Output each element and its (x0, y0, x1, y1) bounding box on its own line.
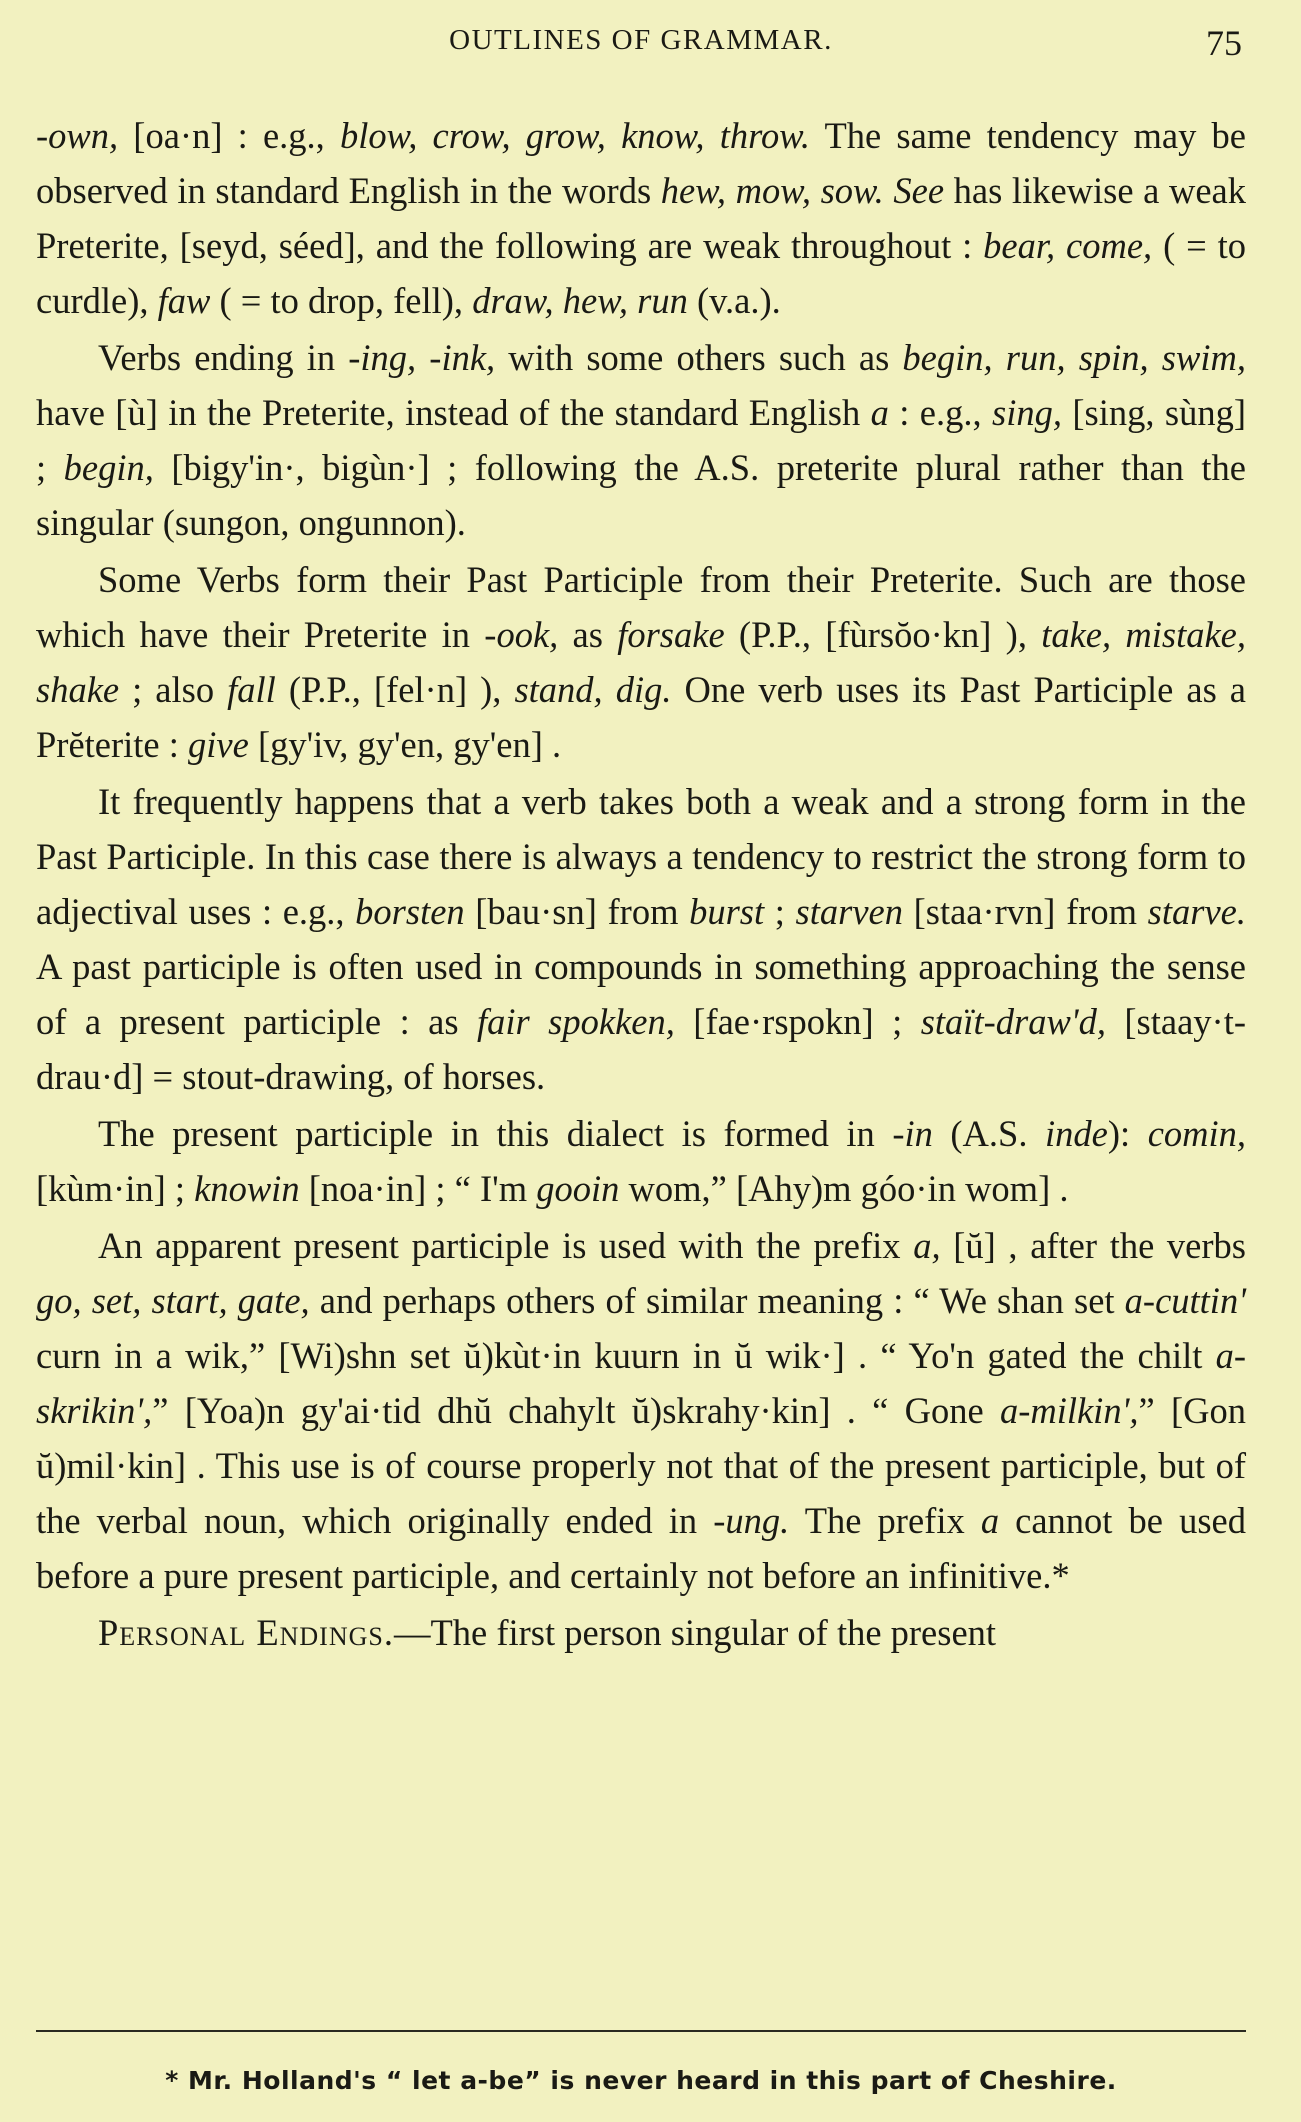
paragraph (36, 330, 1246, 550)
section-heading: Personal Endings. (98, 1612, 394, 1653)
footnote: * Mr. Holland's “ let a-be” is never heard in this part of Cheshire. (165, 2066, 1117, 2095)
body-text (36, 108, 1246, 1660)
text-run: [bigy'in·, bigùn·] ; following the A.S. preterite plural rather than the singular (sungon, ongunnon). (36, 447, 1246, 543)
running-head (36, 22, 1246, 62)
italic-run: give (188, 724, 249, 765)
text-run: ” [Gon ŭ)mil·kin] . This use is of course properly not that of the present participle, but of the verbal noun, which originally ended in (36, 1390, 1246, 1541)
italic-run: starven (795, 891, 903, 932)
italic-run: -own, (36, 115, 119, 156)
paragraph (36, 774, 1246, 1104)
text-run: (v.a.). (687, 280, 781, 321)
text-run: It frequently happens that a verb takes both a weak and a strong form in the Past Participle. In this case there is always a tendency to restrict the strong form to adjectival uses : e.g., (36, 781, 1246, 932)
text-run: ): (1107, 1113, 1148, 1154)
text-run: with some others such as (495, 337, 903, 378)
italic-run: draw, hew, run (472, 280, 688, 321)
text-run: ( = to drop, fell), (210, 280, 473, 321)
italic-run: blow, crow, grow, know, throw. (339, 115, 810, 156)
running-title: OUTLINES OF GRAMMAR. (449, 24, 833, 56)
text-run: (P.P., [fel·n] ), (275, 669, 515, 710)
paragraph (36, 1106, 1246, 1216)
italic-run: staït-draw'd, (920, 1001, 1106, 1042)
text-run: as (558, 614, 618, 655)
text-run: ; (764, 891, 796, 932)
text-run: A past participle is often used in compounds in something approaching the sense of a present participle : as (36, 946, 1246, 1042)
text-run: [gy'iv, gy'en, gy'en] . (248, 724, 562, 765)
text-run: [fae·rspokn] ; (674, 1001, 921, 1042)
paragraph (36, 552, 1246, 772)
text-run: The prefix (789, 1500, 981, 1541)
footnote-rule (36, 2030, 1246, 2032)
text-run: [sing, sùng] ; (36, 392, 1246, 488)
italic-run: forsake (617, 614, 725, 655)
italic-run: a-cuttin' (1124, 1280, 1247, 1321)
italic-run: starve. (1147, 891, 1246, 932)
text-run: have [ù] in the Preterite, instead of the standard English (36, 392, 871, 433)
text-run: [noa·in] ; “ I'm (299, 1168, 537, 1209)
text-run: curn in a wik,” [Wi)shn set ŭ)kùt·in kuurn in ŭ wik·] . “ Yo'n gated the chilt (36, 1335, 1216, 1376)
text-run: cannot be used before a pure present participle, and certainly not before an infinitive.* (36, 1500, 1246, 1596)
text-run: [kùm·in] ; (36, 1168, 195, 1209)
text-run: [staa·rvn] from (902, 891, 1148, 932)
text-run: One verb uses its Past Participle as a Prĕterite : (36, 669, 1246, 765)
italic-run: a, (913, 1225, 941, 1266)
text-run: wom,” [Ahy)m góo·in wom] . (619, 1168, 1069, 1209)
text-run: —The first person singular of the present (393, 1612, 997, 1653)
italic-run: begin, (63, 447, 154, 488)
page-number: 75 (1206, 23, 1242, 63)
text-run: and perhaps others of similar meaning : “ We shan set (309, 1280, 1125, 1321)
text-run: : e.g., (888, 392, 992, 433)
italic-run: gooin (536, 1168, 620, 1209)
italic-run: -ook, (484, 614, 559, 655)
paragraph (36, 108, 1246, 328)
text-run: [ŭ] , after the verbs (940, 1225, 1246, 1266)
text-run: (A.S. (932, 1113, 1045, 1154)
italic-run: a-milkin', (999, 1390, 1139, 1431)
text-run: (P.P., [fùrsŏo·kn] ), (724, 614, 1042, 655)
italic-run: a-skrikin', (36, 1335, 1246, 1431)
italic-run: go, set, start, gate, (36, 1280, 310, 1321)
text-run: An apparent present participle is used with the prefix (98, 1225, 914, 1266)
text-run: ” [Yoa)n gy'ai·tid dhŭ chahylt ŭ)skrahy·kin] . “ Gone (152, 1390, 1000, 1431)
italic-run: a (980, 1500, 1000, 1541)
italic-run: fall (227, 669, 276, 710)
text-run: has likewise a weak Preterite, [seyd, séed], and the following are weak throughout : (36, 170, 1246, 266)
italic-run: faw (157, 280, 211, 321)
book-page (36, 0, 1246, 2122)
italic-run: -in (892, 1113, 933, 1154)
text-run: ; also (119, 669, 228, 710)
paragraph (36, 1218, 1246, 1603)
italic-run: take, mistake, shake (36, 614, 1247, 710)
italic-run: begin, run, spin, swim, (902, 337, 1246, 378)
italic-run: stand, dig. (514, 669, 672, 710)
italic-run: knowin (194, 1168, 300, 1209)
italic-run: a (870, 392, 889, 433)
text-run: The same tendency may be observed in standard English in the words (36, 115, 1246, 211)
italic-run: borsten (355, 891, 465, 932)
text-run: [staay·t-drau·d] = stout-drawing, of horses. (36, 1001, 1247, 1097)
italic-run: inde (1045, 1113, 1108, 1154)
italic-run: burst (689, 891, 765, 932)
italic-run: sing, (992, 392, 1062, 433)
text-run: [oa·n] : e.g., (118, 115, 340, 156)
italic-run: bear, come, (983, 225, 1153, 266)
italic-run: fair spokken, (477, 1001, 675, 1042)
paragraph (36, 1605, 1246, 1660)
italic-run: -ung. (713, 1500, 790, 1541)
text-run: Some Verbs form their Past Participle from their Preterite. Such are those which have their Preterite in (36, 559, 1246, 655)
text-run: [bau·sn] from (464, 891, 690, 932)
italic-run: -ing, -ink, (348, 337, 496, 378)
italic-run: hew, mow, sow. See (660, 170, 945, 211)
text-run: ( = to curdle), (36, 225, 1246, 321)
italic-run: comin, (1147, 1113, 1247, 1154)
text-run: The present participle in this dialect is formed in (98, 1113, 893, 1154)
text-run: Verbs ending in (98, 337, 349, 378)
